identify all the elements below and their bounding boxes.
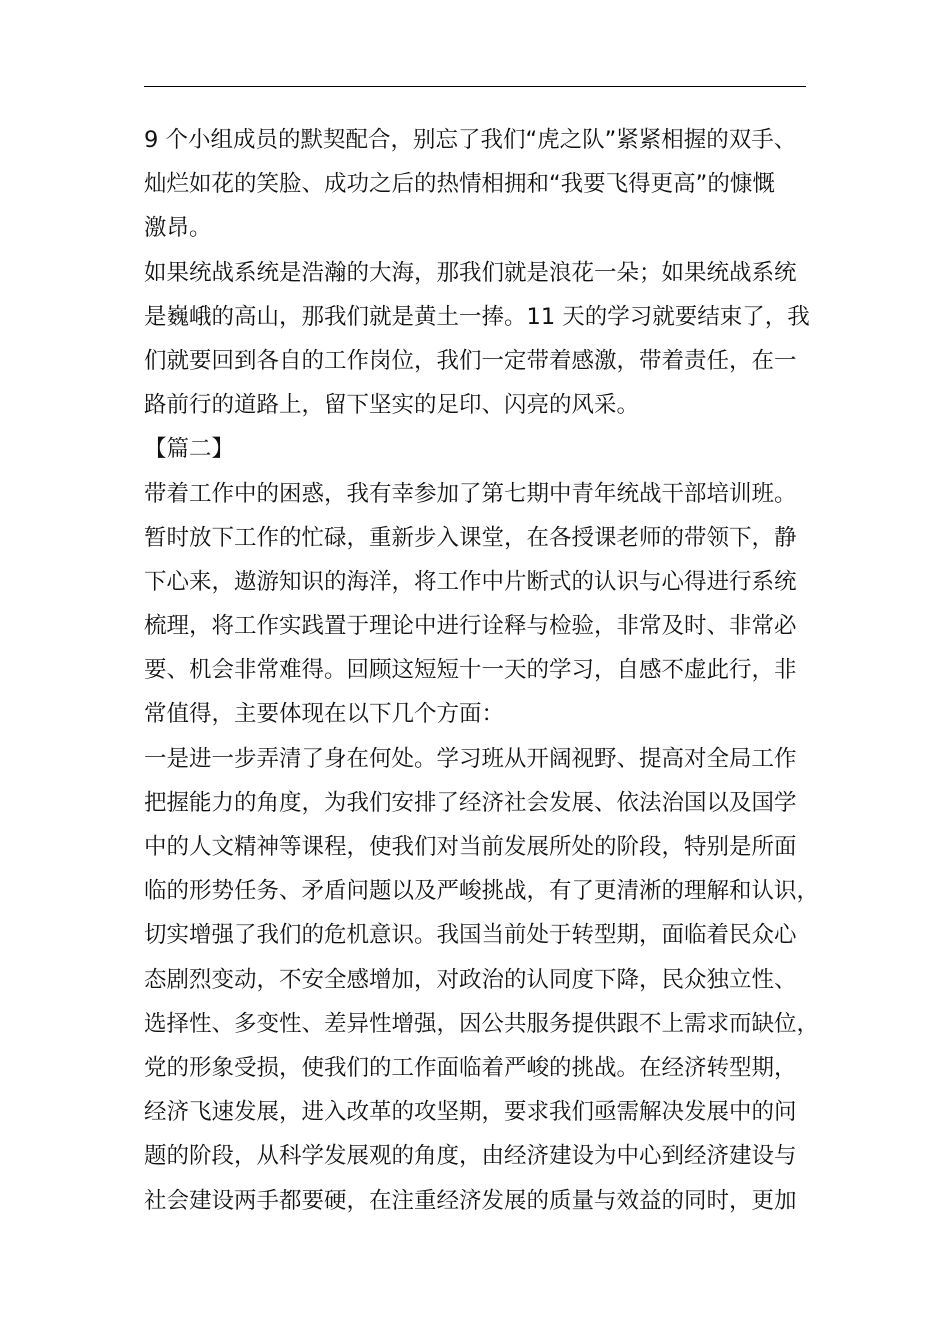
text-line: 激昂。 bbox=[144, 215, 212, 242]
text-line: 选择性、多变性、差异性增强，因公共服务提供跟不上需求而缺位， bbox=[144, 1010, 820, 1037]
text-line: 中的人文精神等课程，使我们对当前发展所处的阶段，特别是所面 bbox=[144, 834, 797, 860]
header-rule bbox=[144, 86, 806, 87]
text-line: 路前行的道路上，留下坚实的足印、闪亮的风采。 bbox=[144, 392, 640, 419]
text-line: 是巍峨的高山，那我们就是黄土一捧。11 天的学习就要结束了，我 bbox=[144, 303, 810, 330]
text-line: 暂时放下工作的忙碌，重新步入课堂，在各授课老师的带领下，静 bbox=[144, 524, 797, 551]
text-line: 要、机会非常难得。回顾这短短十一天的学习，自感不虚此行，非 bbox=[144, 657, 797, 684]
text-line: 社会建设两手都要硬，在注重经济发展的质量与效益的同时，更加 bbox=[144, 1187, 797, 1214]
document-body bbox=[144, 118, 824, 1223]
text-line: 下心来，遨游知识的海洋，将工作中片断式的认识与心得进行系统 bbox=[144, 568, 797, 595]
text-line: 灿烂如花的笑脸、成功之后的热情相拥和“我要飞得更高”的慷慨 bbox=[144, 171, 775, 198]
text-line: 一是进一步弄清了身在何处。学习班从开阔视野、提高对全局工作 bbox=[144, 745, 797, 772]
text-line: 态剧烈变动，不安全感增加，对政治的认同度下降，民众独立性、 bbox=[144, 966, 797, 993]
text-line: 们就要回到各自的工作岗位，我们一定带着感激，带着责任，在一 bbox=[144, 347, 797, 374]
text-line: 题的阶段，从科学发展观的角度，由经济建设为中心到经济建设与 bbox=[144, 1143, 797, 1170]
text-line: 经济飞速发展，进入改革的攻坚期，要求我们亟需解决发展中的问 bbox=[144, 1099, 797, 1126]
text-line: 临的形势任务、矛盾问题以及严峻挑战，有了更清淅的理解和认识， bbox=[144, 878, 820, 905]
text-line: 切实增强了我们的危机意识。我国当前处于转型期，面临着民众心 bbox=[144, 922, 797, 949]
text-line: 9 个小组成员的默契配合，别忘了我们“虎之队”紧紧相握的双手、 bbox=[144, 127, 797, 153]
text-line: 把握能力的角度，为我们安排了经济社会发展、依法治国以及国学 bbox=[144, 789, 797, 816]
section-heading: 【篇二】 bbox=[144, 436, 235, 463]
text-line: 常值得，主要体现在以下几个方面： bbox=[144, 701, 505, 728]
text-line: 带着工作中的困惑，我有幸参加了第七期中青年统战干部培训班。 bbox=[144, 480, 797, 507]
text-line: 如果统战系统是浩瀚的大海，那我们就是浪花一朵；如果统战系统 bbox=[144, 259, 797, 286]
text-line: 梳理，将工作实践置于理论中进行诠释与检验，非常及时、非常必 bbox=[144, 613, 797, 640]
text-line: 党的形象受损，使我们的工作面临着严峻的挑战。在经济转型期， bbox=[144, 1054, 797, 1081]
